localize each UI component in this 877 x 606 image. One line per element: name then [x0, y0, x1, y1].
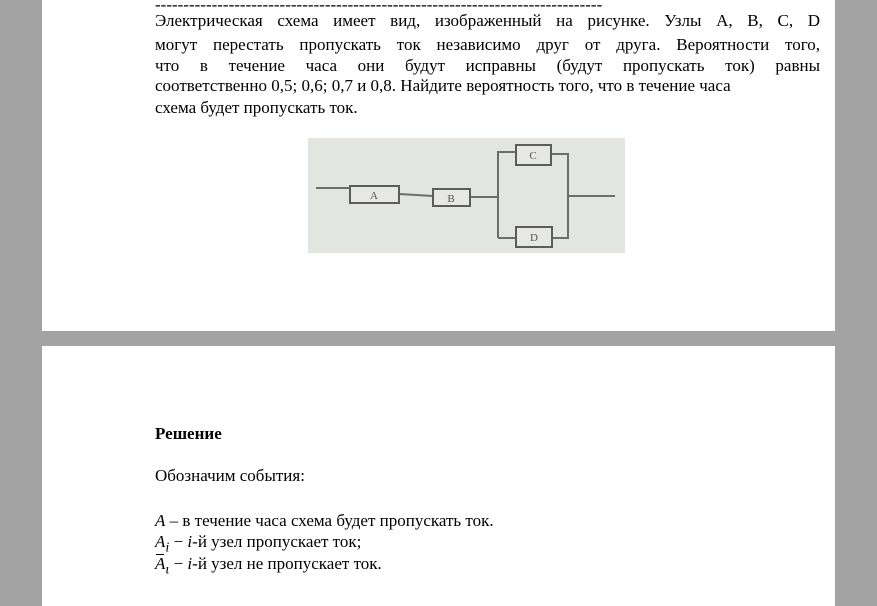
events-intro: Обозначим события:	[155, 466, 305, 485]
wire-left-branch	[498, 152, 516, 238]
problem-line-1-text: Электрическая схема имеет вид, изображенный на рисунке. Узлы A, B, C, D	[155, 11, 820, 30]
event-a-text: – в течение часа схема будет пропускать ток.	[165, 511, 494, 530]
problem-line-5-text: схема будет пропускать ток.	[155, 98, 358, 117]
event-ai-bar-symbol: A	[155, 554, 166, 573]
node-b-label: B	[447, 193, 455, 205]
circuit-diagram	[308, 138, 625, 253]
node-a-label: A	[370, 190, 378, 202]
document-page-1	[42, 0, 835, 331]
separator-rule: -------------------------------------------------------------------------------	[155, 0, 603, 14]
event-a-symbol: A	[155, 511, 166, 530]
problem-line-4-text: соответственно 0,5; 0,6; 0,7 и 0,8. Найдите вероятность того, что в течение часа	[155, 76, 731, 95]
wire-right-branch	[551, 154, 568, 238]
problem-line-3	[155, 55, 820, 76]
event-ai-bar-text: -й узел не пропускает ток.	[192, 554, 382, 573]
event-ai-dash: −	[169, 532, 188, 551]
event-ai-bar-subscript: ι	[165, 561, 170, 578]
node-d-label: D	[530, 232, 538, 244]
problem-line-1	[155, 10, 820, 31]
solution-heading: Решение	[155, 424, 222, 443]
problem-line-2	[155, 34, 820, 55]
problem-line-4	[155, 75, 820, 96]
problem-line-3-text: что в течение часа они будут исправны (будут пропускать ток) равны	[155, 56, 820, 75]
event-ai-text: -й узел пропускает ток;	[192, 532, 362, 551]
document-page-2	[42, 346, 835, 606]
event-ai-symbol: A	[155, 532, 166, 551]
problem-line-5	[155, 97, 820, 118]
event-ai-index: i	[187, 532, 193, 551]
event-ai-bar-index: i	[187, 554, 193, 573]
event-ai-subscript: i	[165, 539, 170, 556]
node-c-label: C	[529, 150, 537, 162]
circuit-svg	[308, 138, 625, 253]
wire-a-b	[399, 194, 433, 196]
event-ai-bar-line	[155, 553, 820, 580]
problem-line-2-text: могут перестать пропускать ток независимо друг от друга. Вероятности того,	[155, 35, 820, 54]
event-ai-bar-dash: −	[169, 554, 188, 573]
event-a-line	[155, 510, 820, 531]
